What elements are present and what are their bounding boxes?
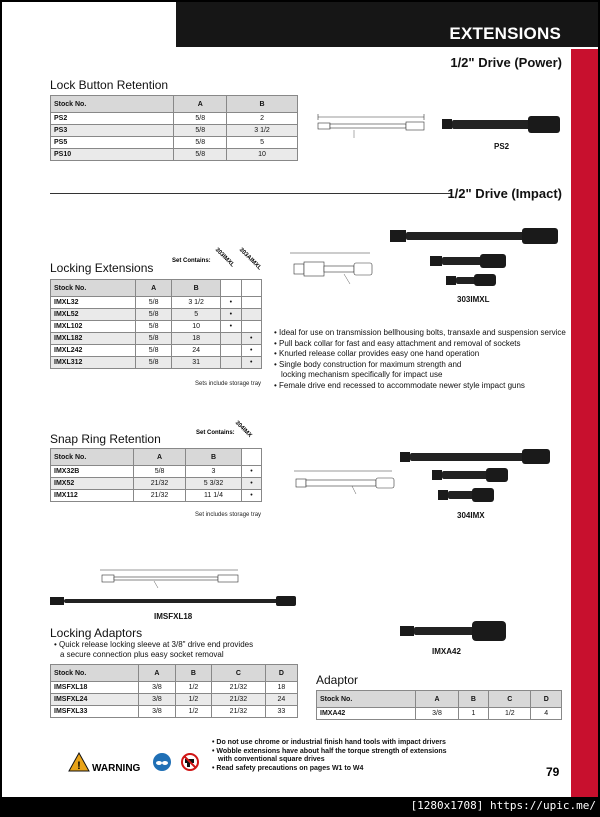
column-header: Stock No.	[51, 96, 174, 113]
imsfxl18-caption: IMSFXL18	[154, 612, 193, 621]
table-cell: •	[241, 345, 261, 357]
table-row	[51, 466, 262, 478]
column-header: C	[489, 691, 531, 708]
adaptor-desc-line: a secure connection plus easy socket removal	[60, 650, 224, 659]
column-header: B	[172, 280, 221, 297]
table-cell: 5/8	[174, 137, 227, 149]
table-cell: 21/32	[212, 682, 266, 694]
section-divider	[50, 193, 452, 194]
table-row	[51, 137, 298, 149]
column-header: D	[531, 691, 562, 708]
table-row	[51, 333, 262, 345]
table-cell: 11 1/4	[186, 490, 242, 502]
catalog-page	[2, 2, 598, 797]
table-cell: IMXL32	[51, 297, 136, 309]
table-header-row	[51, 280, 262, 297]
locking-adaptors-table	[50, 664, 298, 718]
table-cell	[241, 309, 261, 321]
table-cell: 5/8	[136, 345, 172, 357]
table-cell: •	[241, 490, 261, 502]
table-cell: 5/8	[136, 321, 172, 333]
table-row	[51, 478, 262, 490]
table-cell: IMSFXL18	[51, 682, 139, 694]
watermark-text: [1280x1708] https://upic.me/	[410, 799, 596, 812]
page-number: 79	[546, 765, 560, 779]
table-cell: PS2	[51, 113, 174, 125]
table-header-row	[51, 96, 298, 113]
column-header: A	[174, 96, 227, 113]
snap-ring-table	[50, 448, 262, 502]
column-header: B	[458, 691, 489, 708]
red-side-bar	[571, 49, 598, 797]
column-header: B	[186, 449, 242, 466]
locking-adaptors-title: Locking Adaptors	[50, 626, 143, 640]
table-cell: 5/8	[136, 357, 172, 369]
table-cell: 31	[172, 357, 221, 369]
warning-label: WARNING	[92, 763, 141, 774]
column-header: A	[139, 665, 175, 682]
warning-triangle-icon	[68, 752, 90, 772]
table-cell: 5	[172, 309, 221, 321]
table-row	[51, 490, 262, 502]
table-cell: PS10	[51, 149, 174, 161]
table-header-row	[317, 691, 562, 708]
table-row	[51, 297, 262, 309]
set-name-304imx: 304IMX	[233, 420, 253, 439]
column-header: Stock No.	[51, 280, 136, 297]
table-cell: 3/8	[139, 694, 175, 706]
snap-ring-note: Set includes storage tray	[195, 512, 262, 518]
no-impact-gun-icon	[180, 752, 200, 772]
feature-item: locking mechanism specifically for impact use	[281, 370, 443, 379]
table-row	[51, 357, 262, 369]
locking-extensions-table	[50, 279, 262, 369]
table-row	[51, 321, 262, 333]
table-cell: 3/8	[139, 706, 175, 718]
table-cell: IMX32B	[51, 466, 134, 478]
table-cell: 1/2	[489, 708, 531, 720]
lock-button-table	[50, 95, 298, 161]
304imx-caption: 304IMX	[457, 511, 485, 520]
table-cell: •	[241, 466, 261, 478]
warning-note: • Read safety precautions on pages W1 to W4	[212, 765, 447, 774]
table-cell: 5/8	[136, 297, 172, 309]
table-cell: 3 1/2	[227, 125, 298, 137]
304imx-extensions-image	[400, 448, 552, 504]
table-row	[51, 682, 298, 694]
table-cell: 1/2	[175, 682, 211, 694]
imxa42-adaptor-image	[400, 618, 510, 646]
table-cell: •	[221, 309, 241, 321]
column-header: C	[212, 665, 266, 682]
warning-note: • Do not use chrome or industrial finish hand tools with impact drivers	[212, 739, 447, 748]
table-cell: IMXL312	[51, 357, 136, 369]
table-cell: 10	[227, 149, 298, 161]
table-cell: IMSFXL24	[51, 694, 139, 706]
table-cell: 24	[265, 694, 297, 706]
feature-item: • Female drive end recessed to accommodate newer style impact guns	[274, 381, 574, 392]
table-header-row	[51, 665, 298, 682]
set-contains-label-2: Set Contains:	[196, 430, 235, 436]
table-cell: IMXL182	[51, 333, 136, 345]
column-header: A	[136, 280, 172, 297]
set-name-303aimxl: 303AIMXL	[237, 247, 263, 272]
table-cell: IMX52	[51, 478, 134, 490]
header-band	[176, 2, 571, 47]
table-cell	[221, 345, 241, 357]
table-cell: 3/8	[416, 708, 458, 720]
table-cell: 33	[265, 706, 297, 718]
table-cell: 24	[172, 345, 221, 357]
svg-text:!: !	[77, 760, 81, 772]
table-cell: •	[241, 333, 261, 345]
table-cell: 5 3/32	[186, 478, 242, 490]
adaptor-desc-line: Quick release locking sleeve at 3/8" drive end provides	[59, 640, 254, 649]
imsfxl18-diagram	[98, 568, 248, 590]
table-cell: •	[221, 321, 241, 333]
column-header: B	[175, 665, 211, 682]
303imxl-diagram	[288, 250, 384, 288]
table-cell: 1	[458, 708, 489, 720]
set-column-header	[241, 280, 261, 297]
table-cell: 5/8	[174, 125, 227, 137]
set-column-header	[241, 449, 261, 466]
column-header: Stock No.	[51, 665, 139, 682]
table-cell: PS5	[51, 137, 174, 149]
table-cell: 18	[265, 682, 297, 694]
feature-item: • Knurled release collar provides easy one hand operation	[274, 349, 574, 360]
imxa42-caption: IMXA42	[432, 647, 461, 656]
table-cell: 10	[172, 321, 221, 333]
adaptor-table	[316, 690, 562, 720]
table-cell: 2	[227, 113, 298, 125]
table-cell: 5/8	[134, 466, 186, 478]
table-cell: 4	[531, 708, 562, 720]
table-cell	[241, 297, 261, 309]
section-impact-drive: 1/2" Drive (Impact)	[447, 186, 562, 201]
303imxl-extensions-image	[390, 226, 562, 288]
table-cell: IMSFXL33	[51, 706, 139, 718]
section-power-drive: 1/2" Drive (Power)	[450, 55, 562, 70]
set-column-header	[221, 280, 241, 297]
set-contains-label: Set Contains:	[172, 258, 211, 264]
ps2-caption: PS2	[494, 142, 510, 151]
table-cell: IMX112	[51, 490, 134, 502]
table-cell: 18	[172, 333, 221, 345]
page-title: EXTENSIONS	[449, 24, 561, 43]
set-name-303imxl: 303IMXL	[213, 247, 236, 269]
table-cell: 1/2	[175, 706, 211, 718]
feature-item: • Ideal for use on transmission bellhousing bolts, transaxle and suspension service	[274, 328, 574, 339]
table-cell	[221, 357, 241, 369]
warning-note: with conventional square drives	[218, 756, 325, 763]
table-cell: 3 1/2	[172, 297, 221, 309]
snap-ring-title: Snap Ring Retention	[50, 432, 161, 446]
table-cell: •	[241, 478, 261, 490]
feature-item: • Single body construction for maximum strength and	[274, 360, 574, 371]
table-cell: •	[221, 297, 241, 309]
table-cell: 21/32	[212, 694, 266, 706]
column-header: A	[416, 691, 458, 708]
table-row	[51, 706, 298, 718]
ps2-diagram	[314, 112, 434, 142]
table-cell: IMXL102	[51, 321, 136, 333]
304imx-diagram	[292, 468, 402, 496]
table-row	[317, 708, 562, 720]
table-row	[51, 113, 298, 125]
table-cell: 1/2	[175, 694, 211, 706]
feature-item: • Pull back collar for fast and easy attachment and removal of sockets	[274, 339, 574, 350]
footer-warning-notes	[212, 739, 447, 773]
table-cell: IMXL242	[51, 345, 136, 357]
column-header: D	[265, 665, 297, 682]
adaptor-title: Adaptor	[316, 673, 359, 687]
table-cell: •	[241, 357, 261, 369]
eye-protection-icon	[152, 752, 172, 772]
lock-button-title: Lock Button Retention	[50, 78, 169, 92]
column-header: B	[227, 96, 298, 113]
imsfxl18-flex-extension-image	[50, 594, 298, 608]
303imxl-caption: 303IMXL	[457, 295, 490, 304]
table-cell: 21/32	[212, 706, 266, 718]
table-row	[51, 125, 298, 137]
column-header: A	[134, 449, 186, 466]
table-row	[51, 345, 262, 357]
table-cell: IMXL52	[51, 309, 136, 321]
locking-ext-features	[274, 328, 574, 391]
table-cell: PS3	[51, 125, 174, 137]
table-cell	[221, 333, 241, 345]
table-cell: 3/8	[139, 682, 175, 694]
ps2-extension-image	[442, 114, 562, 138]
header-band-corner	[571, 2, 598, 47]
table-cell: 5/8	[174, 149, 227, 161]
table-cell: 21/32	[134, 478, 186, 490]
warning-note: • Wobble extensions have about half the torque strength of extensions	[212, 748, 447, 757]
table-cell: IMXA42	[317, 708, 416, 720]
table-cell: 3	[186, 466, 242, 478]
locking-adaptors-description: • Quick release locking sleeve at 3/8" drive end provides a secure connection plus easy socket removal	[54, 640, 254, 659]
table-cell: 5/8	[174, 113, 227, 125]
table-header-row	[51, 449, 262, 466]
locking-ext-note: Sets include storage tray	[195, 381, 262, 387]
table-row	[51, 309, 262, 321]
table-row	[51, 694, 298, 706]
table-cell: 5/8	[136, 333, 172, 345]
table-cell: 5	[227, 137, 298, 149]
locking-extensions-title: Locking Extensions	[50, 261, 154, 275]
table-cell: 21/32	[134, 490, 186, 502]
column-header: Stock No.	[51, 449, 134, 466]
table-cell	[241, 321, 261, 333]
table-row	[51, 149, 298, 161]
column-header: Stock No.	[317, 691, 416, 708]
table-cell: 5/8	[136, 309, 172, 321]
